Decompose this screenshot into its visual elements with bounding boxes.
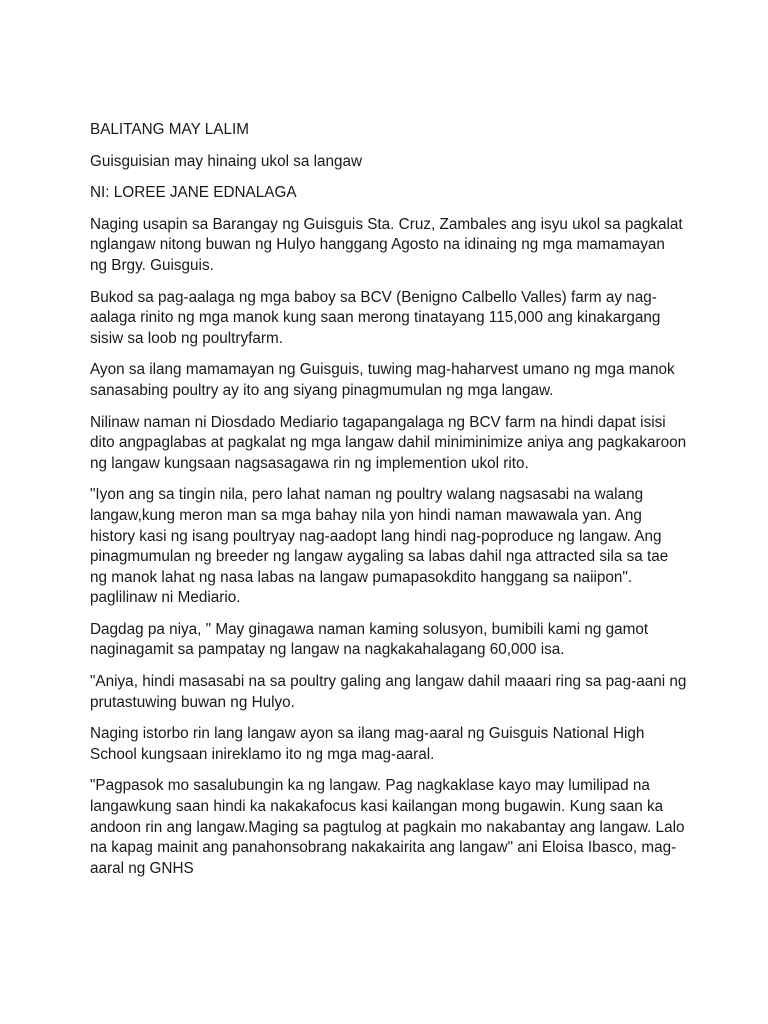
paragraph-7: "Aniya, hindi masasabi na sa poultry galing ang langaw dahil maaari ring sa pag-aani ng prutastuwing buwan ng Hulyo.: [90, 673, 687, 711]
paragraph-5: "Iyon ang sa tingin nila, pero lahat naman ng poultry walang nagsasabi na walang langaw,kung meron man sa mga bahay nila yon hindi naman mawawala yan. Ang history kasi ng isang poultryay nag-aadopt lang hindi nag-poproduce ng langaw. Ang pinagmumulan ng breeder ng langaw aygaling sa labas dahil nga attracted sila sa tae ng manok lahat ng nasa labas na langaw pumapasokdito hanggang sa naiipon". paglilinaw ni Mediario.: [90, 486, 669, 607]
paragraph-3: Ayon sa ilang mamamayan ng Guisguis, tuwing mag-haharvest umano ng mga manok sanasabing poultry ay ito ang siyang pinagmumulan ng mga langaw.: [90, 361, 675, 399]
paragraph-2: Bukod sa pag-aalaga ng mga baboy sa BCV (Benigno Calbello Valles) farm ay nag- aalaga rinito ng mga manok kung saan merong tinatayang 115,000 ang kinakargang sisiw sa loob ng poultryfarm.: [90, 288, 661, 347]
article-byline: NI: LOREE JANE EDNALAGA: [90, 184, 297, 202]
paragraph-6: Dagdag pa niya, " May ginagawa naman kaming solusyon, bumibili kami ng gamot naginagamit sa pampatay ng langaw na nagkakahalagang 60,000 isa.: [90, 620, 649, 659]
paragraph-1: Naging usapin sa Barangay ng Guisguis Sta. Cruz, Zambales ang isyu ukol sa pagkalat nglangaw nitong buwan ng Hulyo hanggang Agosto na idinaing ng mga mamamayan ng Brgy. Guisguis.: [90, 215, 683, 274]
paragraph-8: Naging istorbo rin lang langaw ayon sa ilang mag-aaral ng Guisguis National High School kungsaan inireklamo ito ng mga mag-aaral.: [90, 725, 645, 763]
paragraph-9: "Pagpasok mo sasalubungin ka ng langaw. Pag nagkaklase kayo may lumilipad na langawkung saan hindi ka nakakafocus kasi kailangan mong bugawin. Kung saan ka andoon rin ang langaw.Maging sa pagtulog at pagkain mo nakabantay ang langaw. Lalo na kapag mainit ang panahonsobrang nakakairita ang langaw" ani Eloisa Ibasco, mag- aaral ng GNHS: [90, 777, 685, 877]
article-title: Guisguisian may hinaing ukol sa langaw: [90, 152, 363, 170]
document-page: [90, 120, 690, 890]
paragraph-4: Nilinaw naman ni Diosdado Mediario tagapangalaga ng BCV farm na hindi dapat isisi dito angpaglabas at pagkalat ng mga langaw dahil miniminimize aniya ang pagkakaroon ng langaw kungsaan nagsasagawa rin ng implemention ukol rito.: [90, 413, 687, 472]
section-heading: BALITANG MAY LALIM: [90, 121, 249, 138]
